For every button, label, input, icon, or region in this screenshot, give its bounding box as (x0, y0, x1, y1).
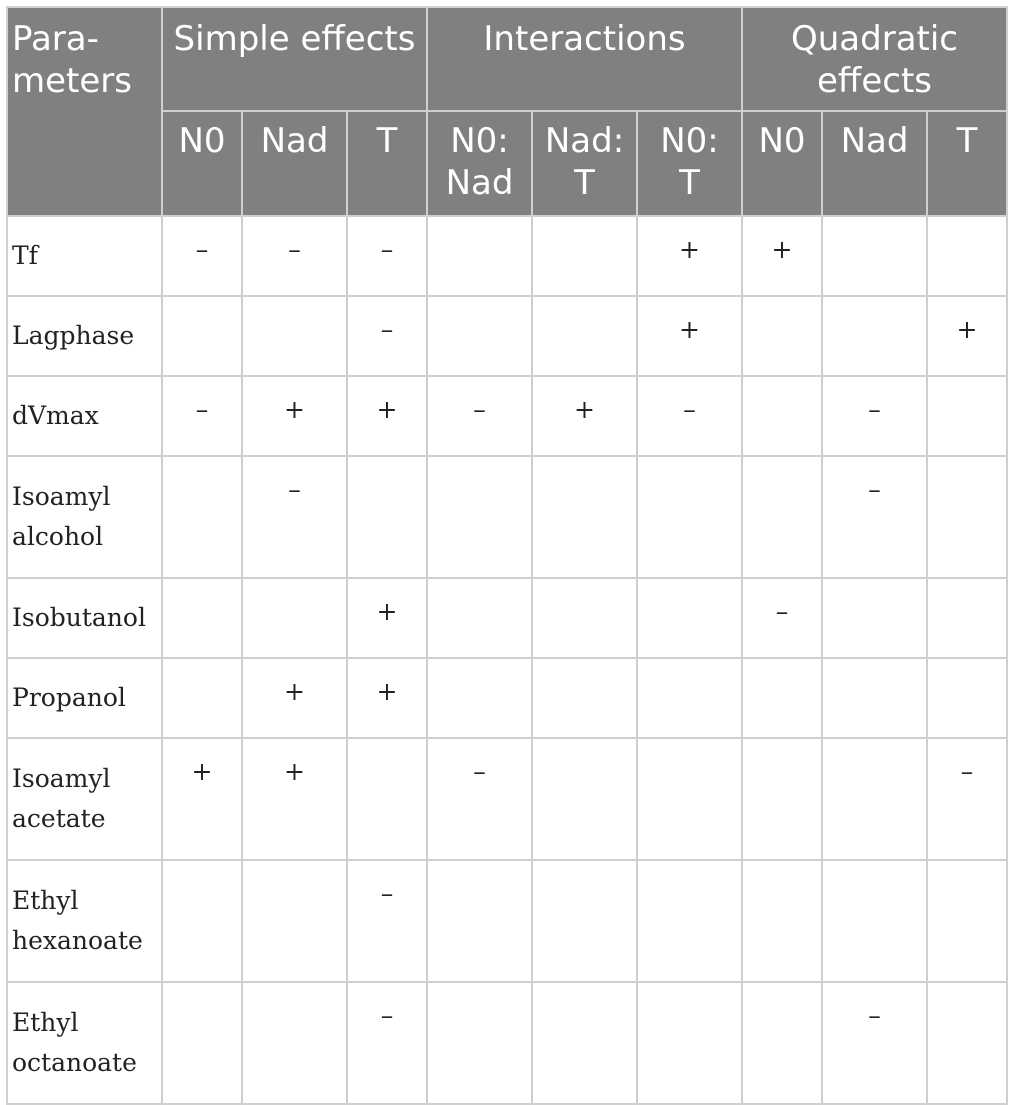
parameter-cell (7, 578, 162, 658)
table-row (7, 860, 1007, 982)
effect-sign: + (679, 315, 700, 344)
effect-cell (427, 376, 532, 456)
parameter-cell (7, 376, 162, 456)
effect-cell (822, 860, 927, 982)
effect-cell (242, 376, 347, 456)
effect-cell (637, 456, 742, 578)
effect-cell (742, 216, 822, 296)
subheader-simple-n0: N0 (162, 111, 242, 216)
effect-sign: + (191, 757, 213, 786)
subheader-interaction-n0-t: N0: T (637, 111, 742, 216)
effect-cell (427, 982, 532, 1104)
effect-cell (347, 738, 427, 860)
effect-cell (742, 860, 822, 982)
parameter-name: Lagphase (12, 321, 135, 350)
effect-cell (742, 376, 822, 456)
subheader-simple-nad: Nad (242, 111, 347, 216)
effect-cell (162, 738, 242, 860)
effect-cell (742, 658, 822, 738)
effect-cell (347, 376, 427, 456)
effect-sign: – (868, 395, 881, 424)
effect-cell (637, 216, 742, 296)
effect-sign: – (380, 879, 394, 908)
table-row (7, 456, 1007, 578)
table-row (7, 578, 1007, 658)
table-row (7, 216, 1007, 296)
parameter-cell (7, 982, 162, 1104)
effect-sign: – (775, 597, 789, 626)
table-row (7, 296, 1007, 376)
effect-sign: – (195, 235, 209, 264)
effect-sign: + (771, 235, 793, 264)
effect-cell (927, 860, 1007, 982)
effect-cell (637, 376, 742, 456)
effect-cell (347, 296, 427, 376)
effect-cell (162, 296, 242, 376)
effect-cell (242, 658, 347, 738)
subheader-quadratic-t: T (927, 111, 1007, 216)
parameter-name: Tf (12, 241, 38, 270)
header-quadratic-effects-text: Quadratic effects (790, 19, 958, 101)
effect-cell (822, 982, 927, 1104)
effect-sign: – (288, 475, 301, 504)
effect-sign: + (376, 597, 398, 626)
effect-cell (637, 658, 742, 738)
effect-cell (532, 376, 637, 456)
effect-cell (742, 456, 822, 578)
effect-sign: + (284, 677, 305, 706)
effect-cell (532, 456, 637, 578)
effect-sign: – (380, 235, 394, 264)
effect-cell (637, 738, 742, 860)
effect-cell (742, 738, 822, 860)
effect-sign: – (288, 235, 301, 264)
parameter-name: dVmax (12, 401, 99, 430)
effect-sign: + (376, 677, 398, 706)
header-simple-effects (162, 7, 427, 111)
table-body (7, 216, 1007, 1104)
effect-cell (162, 456, 242, 578)
effect-cell (532, 738, 637, 860)
header-parameters-text: Para- meters (12, 19, 132, 101)
effect-cell (742, 578, 822, 658)
effect-cell (242, 738, 347, 860)
parameter-name: Ethyl hexanoate (12, 886, 143, 955)
effect-cell (162, 860, 242, 982)
effect-cell (822, 216, 927, 296)
effect-cell (427, 216, 532, 296)
effect-cell (242, 982, 347, 1104)
effect-sign: – (683, 395, 696, 424)
effect-sign: – (868, 1001, 881, 1030)
effect-sign: – (473, 395, 486, 424)
effect-cell (427, 578, 532, 658)
parameter-name: Propanol (12, 683, 126, 712)
effect-cell (532, 860, 637, 982)
effect-sign: + (574, 395, 595, 424)
effect-cell (532, 216, 637, 296)
effect-cell (822, 578, 927, 658)
effect-cell (927, 578, 1007, 658)
effect-sign: – (380, 315, 394, 344)
header-interactions (427, 7, 742, 111)
effect-cell (927, 376, 1007, 456)
effect-cell (927, 296, 1007, 376)
parameter-name: Isobutanol (12, 603, 146, 632)
effect-sign: – (473, 757, 486, 786)
effect-sign: + (284, 757, 305, 786)
effect-cell (242, 296, 347, 376)
header-quadratic-effects (742, 7, 1007, 111)
subheader-quadratic-n0: N0 (742, 111, 822, 216)
effect-cell (742, 982, 822, 1104)
parameter-cell (7, 216, 162, 296)
header-simple-effects-text: Simple effects (173, 19, 416, 59)
effect-cell (347, 456, 427, 578)
effect-cell (242, 578, 347, 658)
parameter-cell (7, 456, 162, 578)
effect-cell (427, 658, 532, 738)
parameter-name: Isoamyl acetate (12, 764, 111, 833)
effect-cell (427, 738, 532, 860)
subheader-interaction-nad-t: Nad: T (532, 111, 637, 216)
effect-cell (822, 296, 927, 376)
parameter-name: Ethyl octanoate (12, 1008, 137, 1077)
effect-cell (532, 658, 637, 738)
effect-cell (242, 860, 347, 982)
effect-cell (927, 658, 1007, 738)
effect-cell (927, 982, 1007, 1104)
effect-cell (162, 376, 242, 456)
header-interactions-text: Interactions (483, 19, 686, 59)
parameter-name: Isoamyl alcohol (12, 482, 111, 551)
parameter-cell (7, 296, 162, 376)
effect-cell (532, 296, 637, 376)
effect-sign: – (380, 1001, 394, 1030)
effect-cell (822, 456, 927, 578)
effect-cell (347, 578, 427, 658)
table-row (7, 738, 1007, 860)
parameter-cell (7, 860, 162, 982)
effect-cell (822, 738, 927, 860)
effect-sign: – (960, 757, 974, 786)
effect-cell (927, 456, 1007, 578)
effect-sign: – (868, 475, 881, 504)
parameter-cell (7, 738, 162, 860)
effect-cell (162, 658, 242, 738)
effect-cell (242, 456, 347, 578)
effects-table (6, 6, 1008, 1105)
subheader-simple-t: T (347, 111, 427, 216)
effect-cell (162, 982, 242, 1104)
effect-cell (162, 216, 242, 296)
table-row (7, 658, 1007, 738)
effect-cell (742, 296, 822, 376)
effect-cell (927, 738, 1007, 860)
effect-cell (637, 578, 742, 658)
effect-cell (347, 860, 427, 982)
effect-sign: + (679, 235, 700, 264)
effect-sign: + (956, 315, 978, 344)
effect-cell (427, 860, 532, 982)
effect-sign: + (376, 395, 398, 424)
effect-cell (162, 578, 242, 658)
effect-cell (927, 216, 1007, 296)
effect-cell (637, 860, 742, 982)
table-row (7, 982, 1007, 1104)
effect-cell (532, 982, 637, 1104)
effect-cell (347, 216, 427, 296)
effect-cell (427, 456, 532, 578)
effect-cell (532, 578, 637, 658)
table-row (7, 376, 1007, 456)
effect-cell (242, 216, 347, 296)
effect-cell (347, 982, 427, 1104)
header-parameters (7, 7, 162, 216)
effect-cell (637, 296, 742, 376)
effect-cell (822, 376, 927, 456)
effect-sign: – (195, 395, 209, 424)
parameter-cell (7, 658, 162, 738)
effect-cell (822, 658, 927, 738)
effect-sign: + (284, 395, 305, 424)
effect-cell (637, 982, 742, 1104)
effect-cell (427, 296, 532, 376)
subheader-interaction-n0-nad: N0: Nad (427, 111, 532, 216)
effect-cell (347, 658, 427, 738)
subheader-quadratic-nad: Nad (822, 111, 927, 216)
